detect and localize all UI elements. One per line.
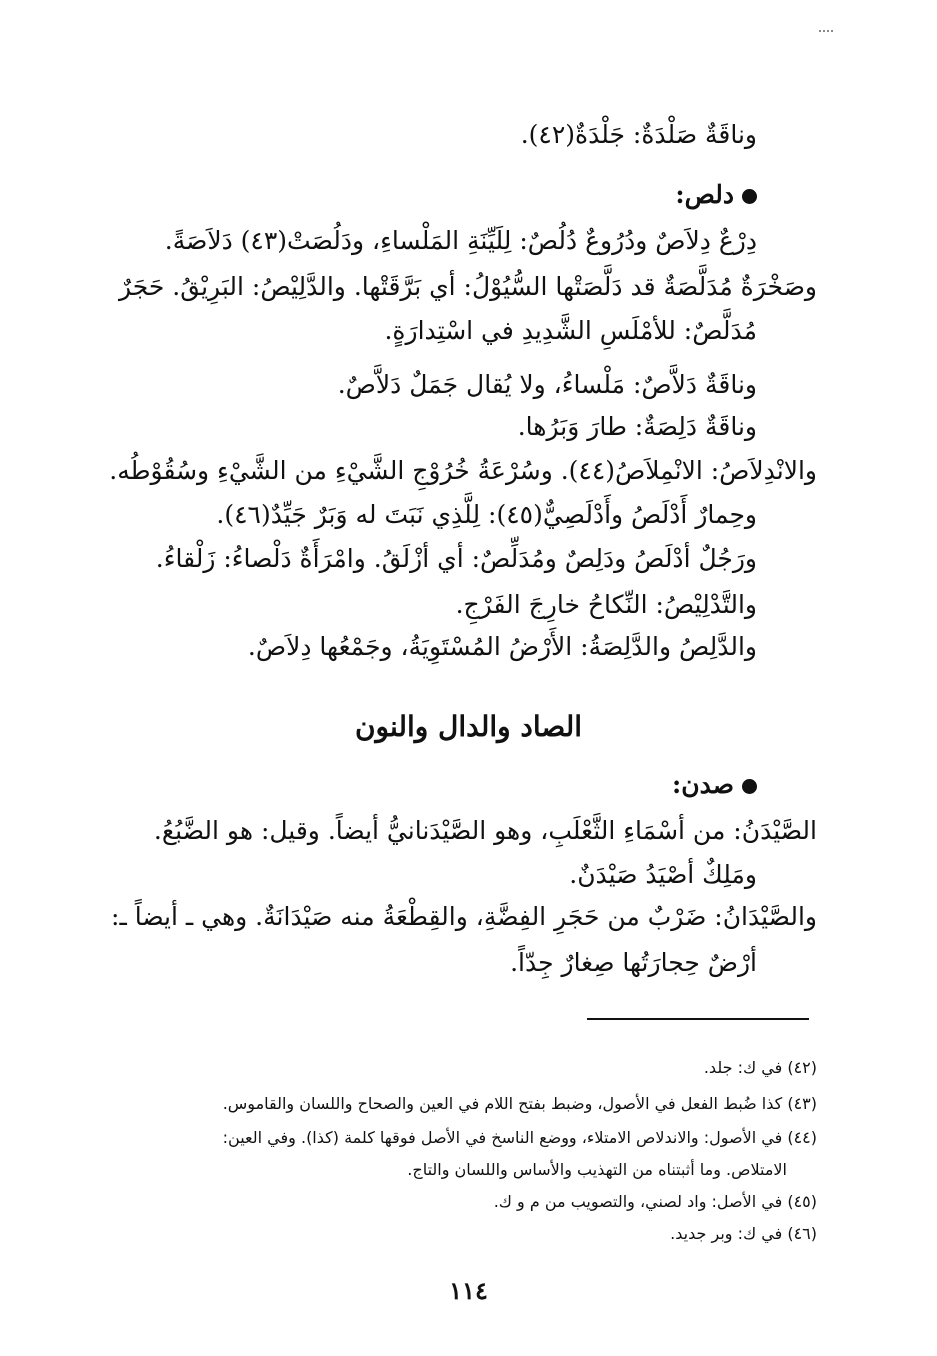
text-line: دِرْعٌ دِلاَصٌ ودُرُوعٌ دُلُصٌ: لِلَيِّنَةِ المَلْساءِ، ودَلُصَتْ(٤٣) دَلاَصَةً.	[164, 226, 757, 255]
text-line: ومَلِكٌ أصْيَدُ صَيْدَنٌ.	[569, 860, 757, 889]
bullet-icon	[742, 779, 757, 794]
text-line: وناقَةٌ دَلاَّصٌ: مَلْساءُ، ولا يُقال جَمَلٌ دَلاَّصٌ.	[337, 370, 757, 399]
footnote: (٤٢) في ك: جلد.	[703, 1058, 817, 1077]
page-number: ١١٤	[449, 1276, 488, 1305]
scan-mark	[819, 30, 833, 34]
text-line: وناقَةٌ دَلِصَةٌ: طارَ وَبَرُها.	[517, 412, 757, 441]
text-line: مُدَلَّصٌ: للأمْلَسِ الشَّدِيدِ في اسْتِدارَةٍ.	[384, 316, 757, 345]
root-entry-sdn	[672, 768, 757, 802]
text-line: والدَّلِصُ والدَّلِصَةُ: الأَرْضُ المُسْتَوِيَةُ، وجَمْعُها دِلاَصٌ.	[247, 632, 757, 661]
root-label: دلص:	[675, 180, 734, 209]
text-line: والصَّيْدَانُ: ضَرْبٌ من حَجَرِ الفِضَّةِ، والقِطْعَةُ منه صَيْدَانَةٌ. وهي ـ أيضاً ـ:	[111, 902, 817, 931]
text-line: وناقَةٌ صَلْدَةٌ: جَلْدَةٌ(٤٢).	[520, 120, 757, 149]
bullet-icon	[742, 189, 757, 204]
footnote-divider	[587, 1018, 809, 1020]
text-line: والتَّدْلِيْصُ: النِّكاحُ خارِجَ الفَرْجِ.	[455, 590, 757, 619]
footnote: (٤٦) في ك: وبر جديد.	[670, 1224, 817, 1243]
footnote-continuation: الامتلاص. وما أثبتناه من التهذيب والأساس واللسان والتاج.	[407, 1160, 787, 1179]
root-label: صدن:	[672, 770, 734, 799]
text-line: الصَّيْدَنُ: من أسْمَاءِ الثَّعْلَبِ، وهو الصَّيْدَنانيُّ أيضاً. وقيل: هو الضَّبُعُ.	[153, 816, 817, 845]
text-line: والانْدِلاَصُ: الانْمِلاَصُ(٤٤). وسُرْعَةُ خُرُوْجِ الشَّيْءِ من الشَّيْءِ وسُقُوْطُه.	[109, 456, 817, 485]
footnote: (٤٣) كذا ضُبط الفعل في الأصول، وضبط بفتح اللام في العين والصحاح واللسان والقاموس.	[222, 1094, 817, 1113]
text-line: وصَخْرَةٌ مُدَلَّصَةٌ قد دَلَّصَتْها السُّيُوْلُ: أي بَرَّقَتْها. والدَّلِيْصُ: البَرِيْقُ. حَجَرٌ	[118, 272, 817, 301]
text-line: أرْضٌ حِجارَتُها صِغارٌ جِدّاً.	[510, 948, 757, 977]
root-entry-dls	[675, 178, 757, 212]
section-heading: الصاد والدال والنون	[354, 710, 583, 743]
text-line: وحِمارٌ أَدْلَصُ وأَدْلَصِيٌّ(٤٥): لِلَّذِي نَبَتَ له وَبَرٌ جَيِّدٌ(٤٦).	[216, 500, 757, 529]
text-line: ورَجُلٌ أدْلَصُ ودَلِصٌ ومُدَلِّصٌ: أي أزْلَقُ. وامْرَأَةٌ دَلْصاءُ: زَلْقاءُ.	[155, 544, 757, 573]
footnote: (٤٤) في الأصول: والاندلاص الامتلاء، ووضع الناسخ في الأصل فوقها كلمة (كذا). وفي العين:	[222, 1128, 817, 1147]
footnote: (٤٥) في الأصل: واد لصني، والتصويب من م و ك.	[493, 1192, 817, 1211]
